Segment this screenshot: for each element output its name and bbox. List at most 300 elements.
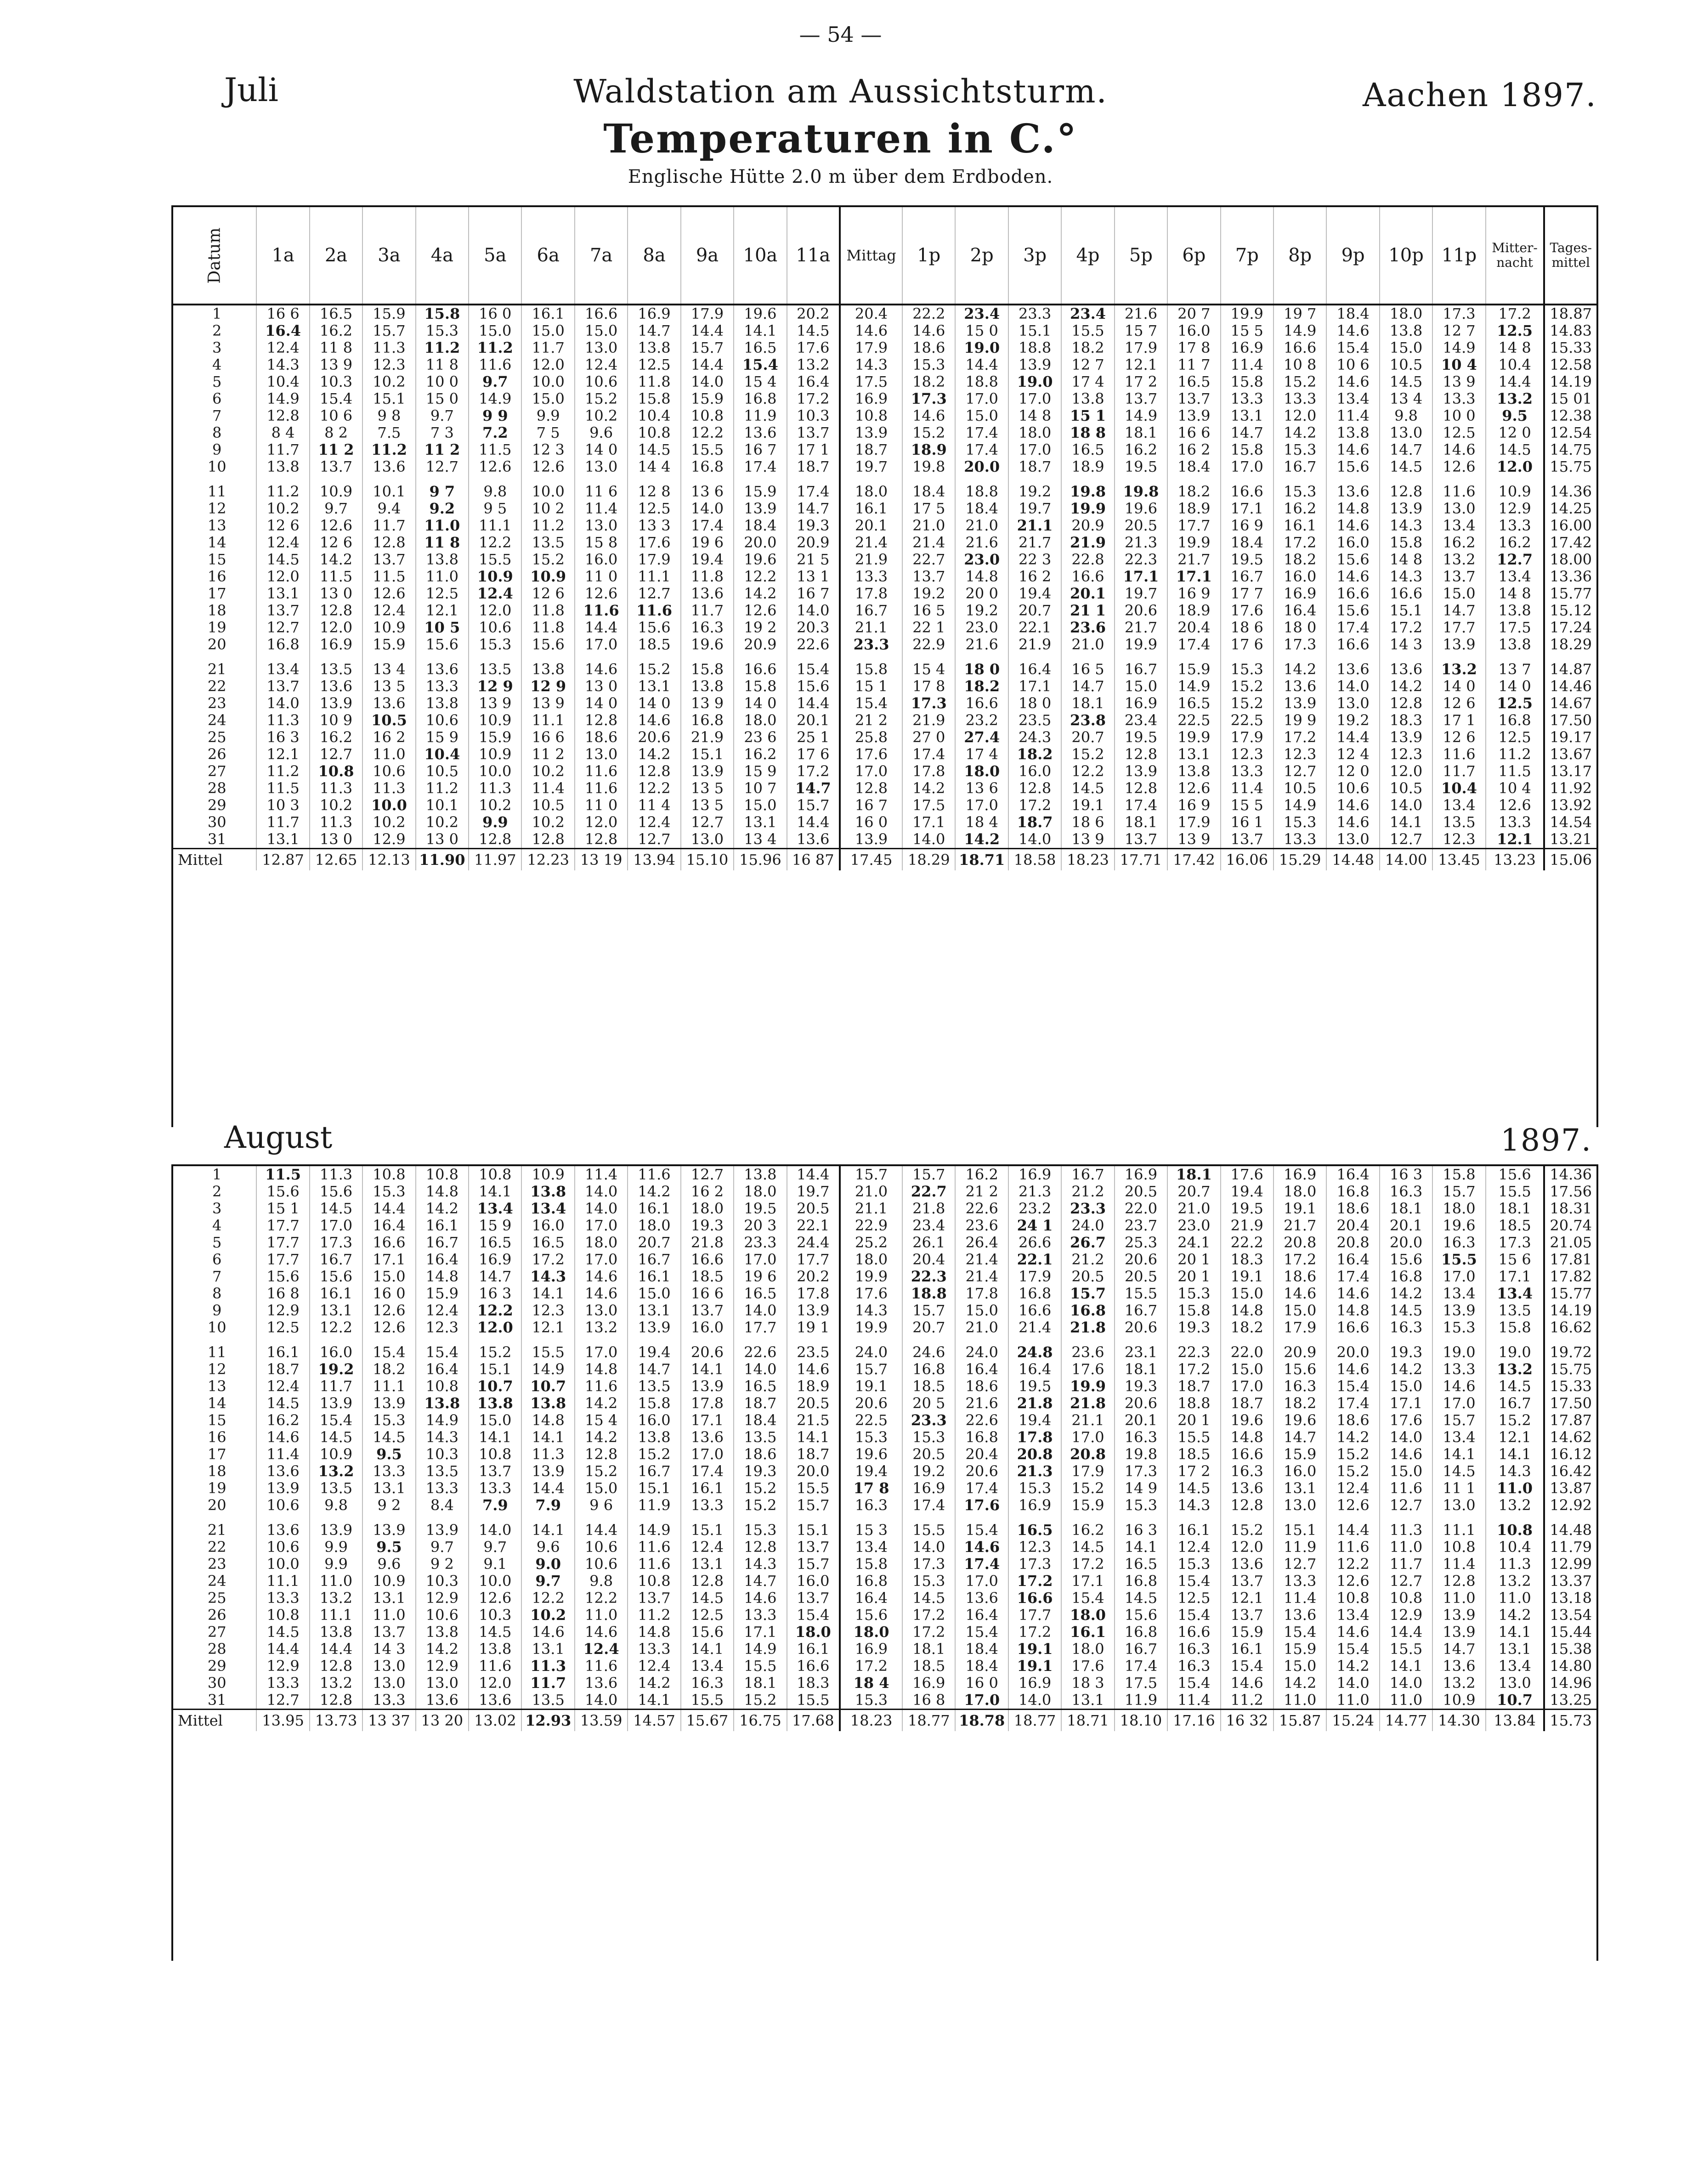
temp-cell: 16 8 xyxy=(256,1285,309,1302)
temp-cell: 15.9 xyxy=(1167,661,1220,678)
temp-cell: 16 8 xyxy=(902,1692,955,1710)
temp-cell: 18.9 xyxy=(1061,458,1114,475)
temp-cell: 18 0 xyxy=(955,661,1008,678)
temp-cell: 23.2 xyxy=(1008,1200,1061,1217)
temp-cell: 14.5 xyxy=(1061,780,1114,797)
temp-cell: 14.8 xyxy=(1221,1429,1273,1446)
temp-cell: 15.1 xyxy=(362,390,415,407)
daily-mean-cell: 14.19 xyxy=(1544,373,1596,390)
temp-cell: 17.6 xyxy=(955,1497,1008,1514)
temp-cell: 13.3 xyxy=(469,1480,521,1497)
july-row xyxy=(173,441,1596,458)
date-cell: 16 xyxy=(173,1429,256,1446)
hourly-mean-cell: 12.65 xyxy=(310,849,362,871)
temp-cell: 12 6 xyxy=(1432,695,1485,712)
temp-cell: 17.0 xyxy=(1008,390,1061,407)
temp-cell: 12.4 xyxy=(469,585,521,602)
temp-cell: 13.4 xyxy=(1432,1285,1485,1302)
header-hour-mittag-label: Mittag xyxy=(846,247,896,264)
temp-cell: 13.0 xyxy=(416,1675,469,1692)
august-row xyxy=(173,1200,1596,1217)
hourly-mean-cell: 16 32 xyxy=(1221,1710,1273,1732)
temp-cell: 19.3 xyxy=(1380,1344,1432,1361)
temp-cell: 14.7 xyxy=(1221,424,1273,441)
temp-cell: 16.5 xyxy=(734,1378,787,1395)
temp-cell: 13.1 xyxy=(628,1302,680,1319)
temp-cell: 18.0 xyxy=(734,1183,787,1200)
temp-cell: 11.0 xyxy=(575,1607,628,1624)
temp-cell: 15 1 xyxy=(840,678,902,695)
daily-mean-cell: 18.29 xyxy=(1544,636,1596,653)
temp-cell: 14.3 xyxy=(521,1268,574,1285)
temp-cell: 21.9 xyxy=(1061,534,1114,551)
temp-cell: 19.7 xyxy=(840,458,902,475)
temp-cell: 14.1 xyxy=(628,1692,680,1710)
temp-cell: 12.5 xyxy=(1167,1590,1220,1607)
temp-cell: 19.1 xyxy=(1008,1641,1061,1658)
july-row xyxy=(173,619,1596,636)
temp-cell: 16.5 xyxy=(734,339,787,356)
temp-cell: 21.9 xyxy=(902,712,955,729)
temp-cell: 13.1 xyxy=(1167,746,1220,763)
temp-cell: 11.1 xyxy=(469,517,521,534)
july-row xyxy=(173,407,1596,424)
temp-cell: 16.0 xyxy=(628,1412,680,1429)
temp-cell: 21.8 xyxy=(902,1200,955,1217)
temp-cell: 24.1 xyxy=(1167,1234,1220,1251)
temp-cell: 18.0 xyxy=(840,1251,902,1268)
temp-cell: 17.7 xyxy=(787,1251,840,1268)
temp-cell: 15.6 xyxy=(256,1183,309,1200)
temp-cell: 18 0 xyxy=(1008,695,1061,712)
temp-cell: 26.1 xyxy=(902,1234,955,1251)
temp-cell: 13.6 xyxy=(1380,661,1432,678)
temp-cell: 14.0 xyxy=(575,1183,628,1200)
temp-cell: 14.0 xyxy=(681,373,734,390)
august-mean-row xyxy=(173,1710,1596,1732)
temp-cell: 15 9 xyxy=(734,763,787,780)
temp-cell: 16.5 xyxy=(310,305,362,322)
temp-cell: 15.2 xyxy=(1326,1463,1379,1480)
temp-cell: 16.1 xyxy=(681,1480,734,1497)
temp-cell: 12.5 xyxy=(628,500,680,517)
temp-cell: 16.8 xyxy=(1008,1285,1061,1302)
temp-cell: 18.0 xyxy=(681,1200,734,1217)
temp-cell: 12 6 xyxy=(521,585,574,602)
july-row xyxy=(173,780,1596,797)
temp-cell: 10.6 xyxy=(416,1607,469,1624)
temp-cell: 15.5 xyxy=(787,1692,840,1710)
temp-cell: 16.3 xyxy=(1380,1183,1432,1200)
temp-cell: 20.7 xyxy=(1167,1183,1220,1200)
temp-cell: 17.5 xyxy=(1115,1675,1167,1692)
temp-cell: 13.3 xyxy=(1221,390,1273,407)
temp-cell: 12.0 xyxy=(469,1675,521,1692)
temp-cell: 16.8 xyxy=(256,636,309,653)
temp-cell: 15.4 xyxy=(310,390,362,407)
temp-cell: 14.5 xyxy=(310,1200,362,1217)
temp-cell: 17.9 xyxy=(681,305,734,322)
temp-cell: 18.0 xyxy=(1061,1607,1114,1624)
temp-cell: 19.6 xyxy=(734,551,787,568)
temp-cell: 14.6 xyxy=(955,1539,1008,1556)
temp-cell: 10.6 xyxy=(416,712,469,729)
date-cell: 30 xyxy=(173,1675,256,1692)
august-row xyxy=(173,1412,1596,1429)
july-row xyxy=(173,814,1596,831)
daily-mean-cell: 17.24 xyxy=(1544,619,1596,636)
temp-cell: 17.2 xyxy=(1273,534,1326,551)
temp-cell: 20.1 xyxy=(1115,1412,1167,1429)
daily-mean-cell: 13.87 xyxy=(1544,1480,1596,1497)
temp-cell: 26.6 xyxy=(1008,1234,1061,1251)
temp-cell: 19.5 xyxy=(1221,1200,1273,1217)
temp-cell: 16 3 xyxy=(1115,1522,1167,1539)
temp-cell: 17 6 xyxy=(787,746,840,763)
temp-cell: 17.2 xyxy=(840,1658,902,1675)
temp-cell: 11.3 xyxy=(256,712,309,729)
temp-cell: 16.8 xyxy=(955,1429,1008,1446)
row-spacer xyxy=(173,653,1596,661)
temp-cell: 14.4 xyxy=(1486,373,1545,390)
temp-cell: 12.7 xyxy=(256,1692,309,1710)
daily-mean-cell: 13.92 xyxy=(1544,797,1596,814)
temp-cell: 14.1 xyxy=(469,1183,521,1200)
date-cell: 22 xyxy=(173,1539,256,1556)
july-row xyxy=(173,729,1596,746)
temp-cell: 18.4 xyxy=(1221,534,1273,551)
temp-cell: 10.5 xyxy=(362,712,415,729)
temp-cell: 11.6 xyxy=(575,1378,628,1395)
temp-cell: 18.1 xyxy=(1115,1361,1167,1378)
temp-cell: 17.9 xyxy=(1115,339,1167,356)
temp-cell: 14 8 xyxy=(1008,407,1061,424)
temp-cell: 13.8 xyxy=(521,661,574,678)
temp-cell: 18.4 xyxy=(1167,458,1220,475)
temp-cell: 14.2 xyxy=(1326,1429,1379,1446)
temp-cell: 15.7 xyxy=(1061,1285,1114,1302)
temp-cell: 19.1 xyxy=(1221,1268,1273,1285)
temp-cell: 14.4 xyxy=(787,814,840,831)
temp-cell: 15.8 xyxy=(734,678,787,695)
temp-cell: 18.6 xyxy=(575,729,628,746)
temp-cell: 7.9 xyxy=(469,1497,521,1514)
temp-cell: 13.6 xyxy=(1273,1607,1326,1624)
august-row xyxy=(173,1556,1596,1573)
july-mean-row xyxy=(173,849,1596,871)
temp-cell: 17.3 xyxy=(1115,1463,1167,1480)
temp-cell: 21.0 xyxy=(840,1183,902,1200)
temp-cell: 18.4 xyxy=(955,1641,1008,1658)
temp-cell: 20.5 xyxy=(1061,1268,1114,1285)
temp-cell: 19.6 xyxy=(734,305,787,322)
daily-mean-cell: 14.83 xyxy=(1544,322,1596,339)
temp-cell: 15.6 xyxy=(1486,1166,1545,1183)
hourly-mean-cell: 13.95 xyxy=(256,1710,309,1732)
temp-cell: 13 0 xyxy=(310,831,362,849)
temp-cell: 11.6 xyxy=(575,763,628,780)
temp-cell: 15.6 xyxy=(310,1268,362,1285)
temp-cell: 15.0 xyxy=(521,390,574,407)
temp-cell: 14.6 xyxy=(1326,441,1379,458)
temp-cell: 10.0 xyxy=(362,797,415,814)
temp-cell: 14.5 xyxy=(681,1590,734,1607)
july-row xyxy=(173,746,1596,763)
temp-cell: 16.9 xyxy=(310,636,362,653)
temp-cell: 17.3 xyxy=(902,1556,955,1573)
temp-cell: 9.5 xyxy=(1486,407,1545,424)
temp-cell: 17.2 xyxy=(787,763,840,780)
temp-cell: 14.2 xyxy=(628,746,680,763)
temp-cell: 16.8 xyxy=(902,1361,955,1378)
temp-cell: 15.8 xyxy=(1486,1319,1545,1336)
temp-cell: 12.4 xyxy=(256,339,309,356)
temp-cell: 15.3 xyxy=(362,1183,415,1200)
temp-cell: 14.0 xyxy=(902,1539,955,1556)
temp-cell: 14.2 xyxy=(734,585,787,602)
temp-cell: 27 0 xyxy=(902,729,955,746)
temp-cell: 16.7 xyxy=(310,1251,362,1268)
date-cell: 6 xyxy=(173,1251,256,1268)
temp-cell: 15.0 xyxy=(1380,1378,1432,1395)
temp-cell: 10.4 xyxy=(1486,1539,1545,1556)
temp-cell: 23.2 xyxy=(955,712,1008,729)
temp-cell: 19.2 xyxy=(902,1463,955,1480)
temp-cell: 15.7 xyxy=(840,1166,902,1183)
july-table xyxy=(173,305,1596,870)
temp-cell: 14 8 xyxy=(1486,339,1545,356)
hourly-mean-cell: 15.24 xyxy=(1326,1710,1379,1732)
temp-cell: 14.8 xyxy=(1326,1302,1379,1319)
header-hour-mitternacht-label: Mitter-nacht xyxy=(1492,240,1538,270)
temp-cell: 21 1 xyxy=(1061,602,1114,619)
temp-cell: 13.5 xyxy=(416,1463,469,1480)
temp-cell: 20.5 xyxy=(1115,1268,1167,1285)
temp-cell: 11.0 xyxy=(1380,1539,1432,1556)
header-hour-5a xyxy=(469,207,521,305)
temp-cell: 15.6 xyxy=(1273,1361,1326,1378)
temp-cell: 11 2 xyxy=(310,441,362,458)
temp-cell: 21.3 xyxy=(1008,1463,1061,1480)
temp-cell: 20.1 xyxy=(840,517,902,534)
temp-cell: 15 9 xyxy=(469,1217,521,1234)
hourly-mean-cell: 17.68 xyxy=(787,1710,840,1732)
temp-cell: 11 1 xyxy=(1432,1480,1485,1497)
temp-cell: 10.5 xyxy=(416,763,469,780)
temp-cell: 17.4 xyxy=(734,458,787,475)
temp-cell: 15.2 xyxy=(1221,695,1273,712)
temp-cell: 12.1 xyxy=(1486,831,1545,849)
temp-cell: 13 6 xyxy=(681,483,734,500)
temp-cell: 14.0 xyxy=(1380,1429,1432,1446)
temp-cell: 18.1 xyxy=(1380,1200,1432,1217)
august-row xyxy=(173,1463,1596,1480)
temp-cell: 21.6 xyxy=(955,534,1008,551)
temp-cell: 12.5 xyxy=(1486,729,1545,746)
temp-cell: 22.2 xyxy=(902,305,955,322)
temp-cell: 17.0 xyxy=(734,1251,787,1268)
temp-cell: 14.6 xyxy=(628,712,680,729)
temp-cell: 16.5 xyxy=(1167,695,1220,712)
daily-mean-cell: 14.54 xyxy=(1544,814,1596,831)
temp-cell: 10 0 xyxy=(1432,407,1485,424)
temp-cell: 15.2 xyxy=(575,1463,628,1480)
temp-cell: 13 9 xyxy=(521,695,574,712)
temp-cell: 14.7 xyxy=(1380,441,1432,458)
temp-cell: 11 2 xyxy=(521,746,574,763)
temp-cell: 18 4 xyxy=(955,814,1008,831)
daily-mean-cell: 16.62 xyxy=(1544,1319,1596,1336)
row-spacer xyxy=(173,1514,1596,1522)
temp-cell: 19.0 xyxy=(1486,1344,1545,1361)
temp-cell: 14.0 xyxy=(1380,1675,1432,1692)
temp-cell: 9 7 xyxy=(416,483,469,500)
hourly-mean-cell: 18.58 xyxy=(1008,849,1061,871)
temp-cell: 10.3 xyxy=(310,373,362,390)
temp-cell: 16.6 xyxy=(1221,483,1273,500)
temp-cell: 20.5 xyxy=(1115,1183,1167,1200)
temp-cell: 8 4 xyxy=(256,424,309,441)
temp-cell: 17.1 xyxy=(902,814,955,831)
temp-cell: 16.7 xyxy=(1115,1641,1167,1658)
temp-cell: 16.9 xyxy=(1008,1497,1061,1514)
temp-cell: 23.4 xyxy=(955,305,1008,322)
temp-cell: 16 5 xyxy=(1061,661,1114,678)
temp-cell: 12.8 xyxy=(310,1692,362,1710)
temp-cell: 9.7 xyxy=(416,407,469,424)
temp-cell: 17.2 xyxy=(1486,305,1545,322)
temp-cell: 15.3 xyxy=(416,322,469,339)
temp-cell: 19 6 xyxy=(681,534,734,551)
temp-cell: 19.9 xyxy=(840,1319,902,1336)
header-hour-10a-label: 10a xyxy=(743,245,778,266)
temp-cell: 13 5 xyxy=(681,780,734,797)
temp-cell: 10.9 xyxy=(310,1446,362,1463)
temp-cell: 14.6 xyxy=(575,661,628,678)
temp-cell: 12.8 xyxy=(628,763,680,780)
temp-cell: 11.6 xyxy=(628,1539,680,1556)
temp-cell: 12.8 xyxy=(734,1539,787,1556)
temp-cell: 16 2 xyxy=(681,1183,734,1200)
temp-cell: 19.5 xyxy=(1115,729,1167,746)
temp-cell: 18 0 xyxy=(1273,619,1326,636)
temp-cell: 14.6 xyxy=(575,1285,628,1302)
temp-cell: 17.8 xyxy=(681,1395,734,1412)
temp-cell: 18.5 xyxy=(681,1268,734,1285)
temp-cell: 15.2 xyxy=(521,551,574,568)
temp-cell: 7.9 xyxy=(521,1497,574,1514)
daily-mean-cell: 13.21 xyxy=(1544,831,1596,849)
temp-cell: 18 6 xyxy=(1221,619,1273,636)
temp-cell: 21.9 xyxy=(1221,1217,1273,1234)
temp-cell: 12.3 xyxy=(1380,746,1432,763)
temp-cell: 17.4 xyxy=(955,1480,1008,1497)
temp-cell: 16.3 xyxy=(1380,1319,1432,1336)
temp-cell: 17.0 xyxy=(840,763,902,780)
temp-cell: 19.6 xyxy=(1273,1412,1326,1429)
temp-cell: 11.0 xyxy=(1273,1692,1326,1710)
date-cell: 27 xyxy=(173,763,256,780)
temp-cell: 16.9 xyxy=(1115,1166,1167,1183)
temp-cell: 19 1 xyxy=(787,1319,840,1336)
temp-cell: 17.0 xyxy=(1221,1378,1273,1395)
temp-cell: 17.2 xyxy=(902,1607,955,1624)
hourly-mean-cell: 15.67 xyxy=(681,1710,734,1732)
temp-cell: 16 3 xyxy=(256,729,309,746)
temp-cell: 11.1 xyxy=(521,712,574,729)
temp-cell: 12.5 xyxy=(1486,322,1545,339)
hourly-mean-cell: 14.00 xyxy=(1380,849,1432,871)
temp-cell: 17.3 xyxy=(902,390,955,407)
temp-cell: 13.1 xyxy=(256,585,309,602)
date-cell: 8 xyxy=(173,424,256,441)
temp-cell: 19.9 xyxy=(1167,534,1220,551)
temp-cell: 18.8 xyxy=(1167,1395,1220,1412)
temp-cell: 14.5 xyxy=(1380,1302,1432,1319)
temp-cell: 21.7 xyxy=(1167,551,1220,568)
temp-cell: 15.1 xyxy=(1380,602,1432,619)
temp-cell: 12.7 xyxy=(1273,763,1326,780)
temp-cell: 12.0 xyxy=(469,1319,521,1336)
temp-cell: 14 0 xyxy=(1432,678,1485,695)
temp-cell: 13.6 xyxy=(362,695,415,712)
temp-cell: 13.4 xyxy=(1432,797,1485,814)
temp-cell: 14.5 xyxy=(362,1429,415,1446)
temp-cell: 14.2 xyxy=(416,1200,469,1217)
temp-cell: 17.3 xyxy=(1432,305,1485,322)
temp-cell: 13.8 xyxy=(256,458,309,475)
temp-cell: 22.6 xyxy=(734,1344,787,1361)
temp-cell: 21 2 xyxy=(840,712,902,729)
temp-cell: 10.9 xyxy=(362,1573,415,1590)
temp-cell: 14.7 xyxy=(628,322,680,339)
temp-cell: 12.8 xyxy=(1432,1573,1485,1590)
temp-cell: 9.9 xyxy=(469,814,521,831)
temp-cell: 13.6 xyxy=(416,1692,469,1710)
temp-cell: 11.4 xyxy=(1273,1590,1326,1607)
temp-cell: 14.2 xyxy=(1486,1607,1545,1624)
temp-cell: 15.0 xyxy=(1380,339,1432,356)
temp-cell: 10.9 xyxy=(521,568,574,585)
temp-cell: 21.1 xyxy=(840,1200,902,1217)
header-hour-5p-label: 5p xyxy=(1129,245,1153,266)
daily-mean-cell: 13.25 xyxy=(1544,1692,1596,1710)
temp-cell: 14.7 xyxy=(1432,1641,1485,1658)
temp-cell: 14.8 xyxy=(1326,500,1379,517)
temp-cell: 20.4 xyxy=(1326,1217,1379,1234)
temp-cell: 16.6 xyxy=(787,1658,840,1675)
temp-cell: 12.8 xyxy=(1008,780,1061,797)
temp-cell: 11.7 xyxy=(1380,1556,1432,1573)
temp-cell: 19.3 xyxy=(787,517,840,534)
temp-cell: 13.1 xyxy=(681,1556,734,1573)
temp-cell: 13.9 xyxy=(1115,763,1167,780)
temp-cell: 14.0 xyxy=(1380,797,1432,814)
temp-cell: 10.6 xyxy=(256,1539,309,1556)
date-cell: 17 xyxy=(173,585,256,602)
temp-cell: 11.2 xyxy=(521,517,574,534)
temp-cell: 12.1 xyxy=(1221,1590,1273,1607)
temp-cell: 13 4 xyxy=(1380,390,1432,407)
temp-cell: 11.2 xyxy=(256,763,309,780)
temp-cell: 13.6 xyxy=(1326,661,1379,678)
temp-cell: 18.2 xyxy=(1008,746,1061,763)
temp-cell: 15.3 xyxy=(1115,1497,1167,1514)
header-hour-4p-label: 4p xyxy=(1076,245,1100,266)
temp-cell: 18.4 xyxy=(902,483,955,500)
temp-cell: 15.3 xyxy=(840,1429,902,1446)
august-row xyxy=(173,1217,1596,1234)
